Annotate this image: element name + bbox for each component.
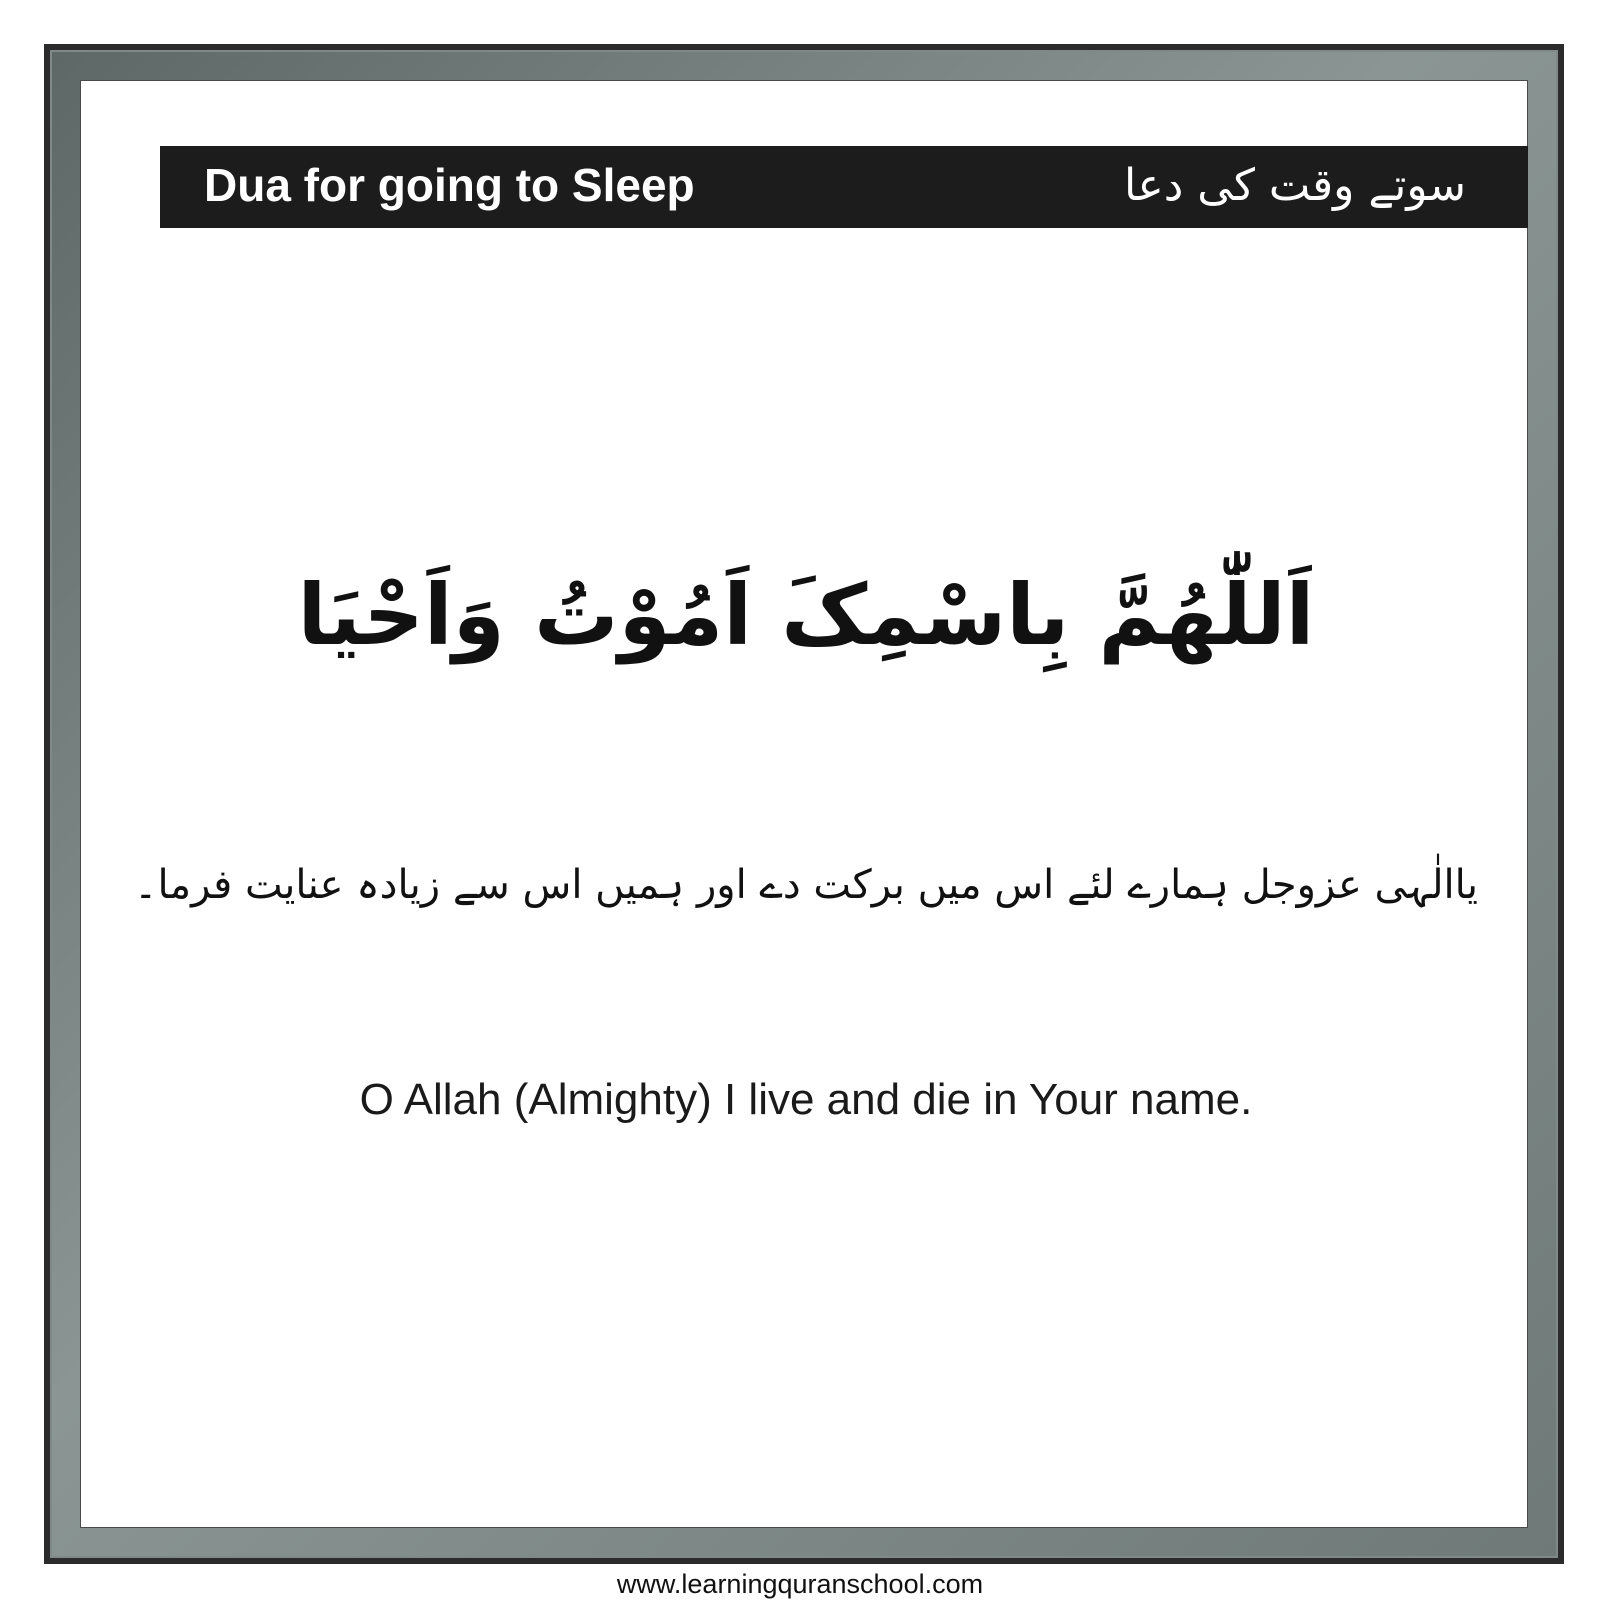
dua-arabic-text: اَللّٰھُمَّ بِاسْمِکَ اَمُوْتُ وَاَحْیَا [297, 566, 1315, 664]
footer-website-link[interactable]: www.learningquranschool.com [616, 1569, 984, 1599]
content-panel [80, 80, 1528, 1528]
page-title-urdu: سوتے وقت کی دعا [1124, 160, 1466, 211]
dua-english-translation: O Allah (Almighty) I live and die in Your name. [359, 1075, 1253, 1124]
dua-urdu-translation: یاالٰہی عزوجل ہمارے لئے اس میں برکت دے اور ہمیں اس سے زیادہ عنایت فرما۔ [134, 862, 1478, 908]
page-frame [44, 44, 1564, 1564]
page-title-english: Dua for going to Sleep [204, 159, 695, 211]
title-bar [160, 146, 1528, 228]
